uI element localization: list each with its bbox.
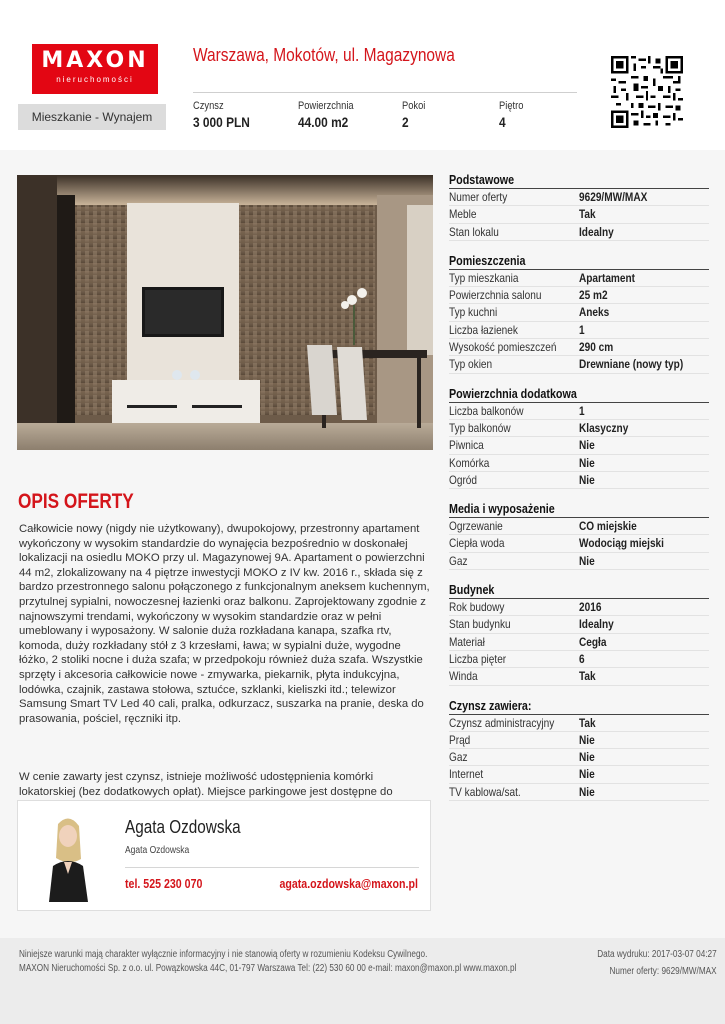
area-block — [298, 100, 363, 130]
spec-row — [449, 553, 709, 570]
logo-tagline: nieruchomości — [56, 75, 134, 84]
spec-row — [449, 715, 709, 732]
spec-row — [449, 518, 709, 535]
description-title: OPIS OFERTY — [18, 490, 134, 513]
header-divider — [193, 92, 577, 93]
spec-section-label: Czynsz zawiera: — [449, 698, 532, 713]
spec-section-label: Podstawowe — [449, 173, 515, 187]
spec-row — [449, 616, 709, 633]
spec-key: Ogród — [449, 472, 478, 487]
spec-key: Meble — [449, 207, 477, 222]
agent-avatar — [41, 814, 96, 902]
spec-row — [449, 732, 709, 749]
spec-key: Liczba balkonów — [449, 403, 524, 418]
rooms-value: 2 — [402, 114, 409, 130]
spec-value: Nie — [579, 784, 595, 799]
footer-issue-date: Data wydruku: 2017-03-07 04:27 — [597, 949, 717, 960]
area-label: Powierzchnia — [298, 100, 354, 112]
spec-value: 2016 — [579, 600, 602, 615]
spec-key: Numer oferty — [449, 190, 508, 204]
footer-offer-number: Numer oferty: 9629/MW/MAX — [609, 966, 717, 977]
description-paragraph-1: Całkowicie nowy (nigdy nie użytkowany), dwupokojowy, przestronny apartament wykończony w wysokim standardzie do wynajęcia bezpośrednio w doskonałej lokalizacji na osiedlu MOKO przy ul. Magazynowej 9A. Apartament o powierzchni 44 m2, zlokalizowany na 4 piętrze inwestycji MOKO z IV kw. 2016 r., składa się z bardzo przestronnego salonu połączonego z funkcjonalnym aneksem kuchennym, przytulnej sypialni, nowoczesnej łazienki oraz balkonu. Zaprojektowany zgodnie z najnowszymi trendami, wykończony w wysokim standardzie oraz w pełni umeblowany i wyposażony. W salonie duża rozkładana kanapa, szafka rtv, komoda, duży rozkładany stół z 3 krzesłami, ława; w sypialni duże, wygodne łóżko, 2 stoliki nocne i duża szafa; w przedpokoju również duża szafa. Wszystkie sprzęty i akcesoria całkowicie nowe - zmywarka, piekarnik, płyta indukcyjna, lodówka, czajnik, zastawa stołowa, sztućce, szklanki, kieliszki itd.; telewizor Samsung Smart TV Led 40 cali, pralka, odkurzacz, suszarka na pranie, deska do prasowania, pościel, ręczniki itp. — [19, 523, 430, 725]
spec-value: 6 — [579, 651, 585, 666]
header — [0, 0, 725, 150]
agent-name: Agata Ozdowska — [125, 817, 241, 837]
spec-row — [449, 270, 709, 287]
spec-value: Nie — [579, 438, 595, 453]
spec-section-title — [449, 172, 709, 189]
spec-row — [449, 356, 709, 373]
spec-row — [449, 472, 709, 489]
spec-section-title — [449, 253, 709, 270]
spec-key: Komórka — [449, 455, 490, 470]
spec-section-label: Media i wyposażenie — [449, 502, 555, 517]
spec-value: Cegła — [579, 634, 607, 649]
spec-value: Nie — [579, 553, 595, 568]
price-block — [193, 100, 260, 130]
apartment-photo[interactable] — [17, 175, 433, 450]
agent-subtitle: Agata Ozdowska — [125, 845, 190, 856]
spec-row — [449, 339, 709, 356]
spec-key: Typ kuchni — [449, 305, 498, 320]
spec-row — [449, 224, 709, 241]
spec-value: 1 — [579, 403, 585, 418]
spec-row — [449, 784, 709, 801]
spec-row — [449, 455, 709, 472]
spec-value: 1 — [579, 322, 585, 337]
spec-row — [449, 403, 709, 420]
rooms-block — [402, 100, 430, 130]
spec-value: Nie — [579, 455, 595, 470]
spec-value: Tak — [579, 669, 596, 684]
spec-row — [449, 535, 709, 552]
spec-value: Wodociąg miejski — [579, 536, 664, 551]
spec-row — [449, 651, 709, 668]
spec-row — [449, 287, 709, 304]
spec-key: Czynsz administracyjny — [449, 715, 555, 730]
spec-key: Liczba łazienek — [449, 322, 518, 337]
spec-key: Winda — [449, 669, 478, 684]
spec-key: Typ mieszkania — [449, 270, 519, 285]
spec-row — [449, 420, 709, 437]
spec-value: Aneks — [579, 305, 610, 320]
spec-section-title — [449, 698, 709, 715]
maxon-logo[interactable] — [32, 44, 158, 94]
spec-value: Idealny — [579, 224, 614, 239]
spec-value: 290 cm — [579, 340, 614, 355]
spec-key: Wysokość pomieszczeń — [449, 340, 557, 355]
qr-code-icon — [611, 56, 683, 128]
spec-value: Klasyczny — [579, 420, 629, 435]
spec-value: Apartament — [579, 270, 636, 285]
spec-section-label: Powierzchnia dodatkowa — [449, 386, 577, 401]
spec-key: Powierzchnia salonu — [449, 288, 542, 303]
spec-key: Typ balkonów — [449, 420, 511, 435]
spec-key: Ciepła woda — [449, 536, 505, 551]
spec-key: Stan budynku — [449, 617, 511, 632]
category-badge: Mieszkanie - Wynajem — [18, 104, 166, 130]
spec-key: Materiał — [449, 634, 485, 649]
agent-phone-link[interactable]: tel. 525 230 070 — [125, 877, 203, 891]
spec-value: Tak — [579, 207, 596, 222]
floor-label: Piętro — [499, 100, 524, 112]
footer-disclaimer: Niniejsze warunki mają charakter wyłącznie informacyjny i nie stanowią oferty w rozumieniu Kodeksu Cywilnego. — [19, 949, 428, 960]
spec-row — [449, 766, 709, 783]
price-value: 3 000 PLN — [193, 114, 250, 130]
logo-brand: MAXON — [41, 48, 149, 73]
spec-key: Gaz — [449, 750, 468, 765]
spec-key: Internet — [449, 767, 484, 782]
spec-section-label: Pomieszczenia — [449, 253, 526, 268]
spec-value: 9629/MW/MAX — [579, 190, 648, 204]
spec-section-title — [449, 582, 709, 599]
spec-section-title — [449, 386, 709, 403]
area-value: 44.00 m2 — [298, 114, 349, 130]
footer — [0, 938, 725, 1024]
spec-value: Tak — [579, 715, 596, 730]
description-paragraph-2: W cenie zawarty jest czynsz, istnieje możliwość udostępnienia komórki lokatorskiej (bez dodatkowych opłat). Miejsce parkingowe jest dostępne do — [19, 771, 393, 798]
spec-value: Nie — [579, 472, 595, 487]
spec-key: Gaz — [449, 553, 468, 568]
spec-value: CO miejskie — [579, 519, 637, 534]
spec-row — [449, 599, 709, 616]
spec-key: Stan lokalu — [449, 224, 499, 239]
spec-section-label: Budynek — [449, 583, 495, 598]
spec-value: Drewniane (nowy typ) — [579, 357, 684, 372]
spec-key: Ogrzewanie — [449, 519, 503, 534]
footer-company: MAXON Nieruchomości Sp. z o.o. ul. Powązkowska 44C, 01-797 Warszawa Tel: (22) 530 60 00 e-mail: maxon@maxon.pl www.maxon.pl — [19, 963, 517, 974]
floor-value: 4 — [499, 114, 506, 130]
spec-row — [449, 668, 709, 685]
spec-value: Idealny — [579, 617, 614, 632]
spec-key: Rok budowy — [449, 600, 505, 615]
spec-value: Nie — [579, 732, 595, 747]
spec-key: TV kablowa/sat. — [449, 784, 521, 799]
spec-row — [449, 322, 709, 339]
spec-value: Nie — [579, 750, 595, 765]
spec-value: Nie — [579, 767, 595, 782]
spec-key: Piwnica — [449, 438, 484, 453]
specs-panel — [449, 168, 709, 801]
spec-row — [449, 304, 709, 321]
spec-key: Prąd — [449, 732, 471, 747]
spec-row — [449, 206, 709, 223]
agent-card — [17, 800, 431, 911]
spec-value: 25 m2 — [579, 288, 608, 303]
rooms-label: Pokoi — [402, 100, 426, 112]
spec-row — [449, 634, 709, 651]
spec-section-title — [449, 501, 709, 518]
agent-email-link[interactable]: agata.ozdowska@maxon.pl — [279, 877, 418, 891]
spec-key: Liczba pięter — [449, 651, 507, 666]
spec-row — [449, 749, 709, 766]
price-label: Czynsz — [193, 100, 224, 112]
listing-address: Warszawa, Mokotów, ul. Magazynowa — [193, 45, 455, 65]
spec-row — [449, 189, 709, 206]
agent-divider — [125, 867, 419, 868]
floor-block — [499, 100, 528, 130]
spec-row — [449, 437, 709, 454]
spec-key: Typ okien — [449, 357, 493, 372]
